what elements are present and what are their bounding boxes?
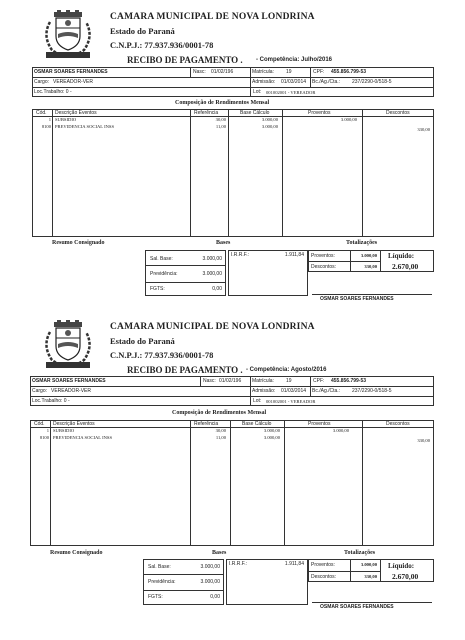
fgts-value: 0,00 <box>212 286 222 292</box>
totalizacoes-title: Totalizações <box>344 550 376 556</box>
resumo-title: Resumo Consignado <box>50 550 103 556</box>
cpf-value: 455.856.799-53 <box>331 69 367 75</box>
composicao-title: Composição de Rendimentos Mensal <box>175 100 270 106</box>
municipal-coat-of-arms-icon <box>40 320 96 372</box>
bank-value: 237/2290-0/518-5 <box>352 388 392 394</box>
cargo-label: Cargo: <box>34 79 50 85</box>
municipal-coat-of-arms-icon <box>40 10 96 62</box>
employee-name: OSMAR SOARES FERNANDES <box>32 378 106 384</box>
liquido-value: 2.670,00 <box>392 572 419 581</box>
previdencia-value: 3.000,00 <box>200 579 220 585</box>
cpf-value: 455.856.799-53 <box>331 378 367 384</box>
matricula-value: 19 <box>286 69 292 75</box>
loc-trabalho: Loc.Trabalho: 0 - <box>32 398 70 404</box>
bases-title: Bases <box>212 550 227 556</box>
resumo-title: Resumo Consignado <box>52 240 105 246</box>
fgts-value: 0,00 <box>210 594 220 600</box>
lot-label: Lot: <box>253 89 262 95</box>
col-descontos: Descontos <box>386 110 410 116</box>
total-proventos: 3.000,00 <box>360 562 377 567</box>
competencia: - Competência: Agosto/2016 <box>246 367 327 373</box>
cargo-label: Cargo: <box>32 388 48 394</box>
payslip-august: CAMARA MUNICIPAL DE NOVA LONDRINA Estado do Paraná C.N.P.J.: 77.937.936/0001-78 RECIBO DE PAGAMENTO . - Competência: Agosto/2016 OSMAR SOARES FERNANDES Nasc: 01/02/196 Matrícula: 19 CPF: 455.856.799-53 Cargo: VEREADOR-VER Admissão: 01/03/2014 Bc./Ag./Cta.: 237/2290-0/518-5 Loc.Trabalho: 0 - Lot: 001002001 - VEREADOR Composição de Rendimentos Mensal Cód. Descrição Eventos Referência Base Cálculo Proventos Descontos 1 SUBSIDIO 30,00 3.000,00 3.000,00 8100 PREVIDENCIA SOCIAL INSS 11,00 3.000,00 330,00 Resumo Consignado Bases Totalizações Sal. Base: 3.000,00 Previdência: 3.000,00 FGTS: 0,00 I.R.R.F.: 1.911,84 Proventos: 3.000,00 Descontos: 330,00 Líquido: 2.670,00 OSMAR SOARES FERNANDES <box>0 316 465 616</box>
col-prov: Proventos <box>308 110 331 116</box>
col-ref: Referência <box>194 110 219 116</box>
nasc-label: Nasc: <box>203 378 216 384</box>
irrf-value: 1.911,84 <box>284 561 304 567</box>
nasc-value: 01/02/196 <box>219 378 242 384</box>
col-desc: Descrição Eventos <box>55 110 97 116</box>
total-descontos: 330,00 <box>364 264 377 269</box>
col-cod: Cód. <box>36 110 47 116</box>
irrf-value: 1.911,84 <box>284 252 304 258</box>
nasc-label: Nasc: <box>193 69 206 75</box>
matricula-label: Matrícula: <box>252 378 274 384</box>
admissao-value: 01/03/2014 <box>281 79 307 85</box>
state-name: Estado do Paraná <box>110 26 175 36</box>
matricula-label: Matrícula: <box>252 69 274 75</box>
signature-name: OSMAR SOARES FERNANDES <box>320 604 394 610</box>
col-descontos: Descontos <box>386 421 410 427</box>
recibo-title: RECIBO DE PAGAMENTO . <box>127 365 243 375</box>
admissao-label: Admissão: <box>252 79 276 85</box>
lot-label: Lot: <box>253 398 262 404</box>
lot-value: 001002001 - VEREADOR <box>266 89 316 95</box>
org-name: CAMARA MUNICIPAL DE NOVA LONDRINA <box>110 12 315 22</box>
matricula-value: 19 <box>286 378 292 384</box>
total-descontos: 330,00 <box>364 574 377 579</box>
col-desc: Descrição Eventos <box>53 421 95 427</box>
col-base: Base Cálculo <box>240 110 270 116</box>
payslip-july: CAMARA MUNICIPAL DE NOVA LONDRINA Estado do Paraná C.N.P.J.: 77.937.936/0001-78 RECIBO DE PAGAMENTO . - Competência: Julho/2016 OSMAR SOARES FERNANDES Nasc: 01/02/196 Matrícula: 19 CPF: 455.856.799-53 Cargo: VEREADOR-VER Admissão: 01/03/2014 Bc./Ag./Cta.: 237/2290-0/518-5 Loc.Trabalho: 0 - Lot: 001002001 - VEREADOR Composição de Rendimentos Mensal Cód. Descrição Eventos Referência Base Cálculo Proventos Descontos 1 SUBSIDIO 30,00 3.000,00 3.000,00 8100 PREVIDENCIA SOCIAL INSS 11,00 3.000,00 330,00 Resumo Consignado Bases Totalizações Sal. Base: 3.000,00 Previdência: 3.000,00 FGTS: 0,00 I.R.R.F.: 1.911,84 Proventos: 3.000,00 Descontos: 330,00 Líquido: 2.670,00 OSMAR SOARES FERNANDES <box>0 0 465 300</box>
recibo-title: RECIBO DE PAGAMENTO . <box>127 55 243 65</box>
cargo-value: VEREADOR-VER <box>53 79 94 85</box>
admissao-label: Admissão: <box>252 388 276 394</box>
col-ref: Referência <box>194 421 219 427</box>
cnpj: C.N.P.J.: 77.937.936/0001-78 <box>110 350 214 360</box>
total-proventos: 3.000,00 <box>360 253 377 258</box>
composicao-title: Composição de Rendimentos Mensal <box>172 410 267 416</box>
employee-name: OSMAR SOARES FERNANDES <box>34 69 108 75</box>
totalizacoes-title: Totalizações <box>346 240 378 246</box>
bank-value: 237/2290-0/518-5 <box>352 79 392 85</box>
cpf-label: CPF: <box>313 378 325 384</box>
cnpj: C.N.P.J.: 77.937.936/0001-78 <box>110 40 214 50</box>
col-base: Base Cálculo <box>242 421 272 427</box>
bank-label: Bc./Ag./Cta.: <box>312 388 341 394</box>
bank-label: Bc./Ag./Cta.: <box>312 79 341 85</box>
cpf-label: CPF: <box>313 69 325 75</box>
sal-base-value: 3.000,00 <box>200 564 220 570</box>
col-cod: Cód. <box>34 421 45 427</box>
nasc-value: 01/02/196 <box>211 69 234 75</box>
previdencia-value: 3.000,00 <box>202 271 222 277</box>
sal-base-value: 3.000,00 <box>202 256 222 262</box>
bases-title: Bases <box>216 240 231 246</box>
state-name: Estado do Paraná <box>110 336 175 346</box>
competencia: - Competência: Julho/2016 <box>256 57 333 63</box>
lot-value: 001002001 - VEREADOR <box>266 398 316 404</box>
signature-name: OSMAR SOARES FERNANDES <box>320 296 394 302</box>
admissao-value: 01/03/2014 <box>281 388 307 394</box>
liquido-value: 2.670,00 <box>392 262 419 271</box>
col-prov: Proventos <box>308 421 331 427</box>
org-name: CAMARA MUNICIPAL DE NOVA LONDRINA <box>110 322 315 332</box>
cargo-value: VEREADOR-VER <box>51 388 92 394</box>
loc-trabalho: Loc.Trabalho: 0 - <box>34 89 72 95</box>
